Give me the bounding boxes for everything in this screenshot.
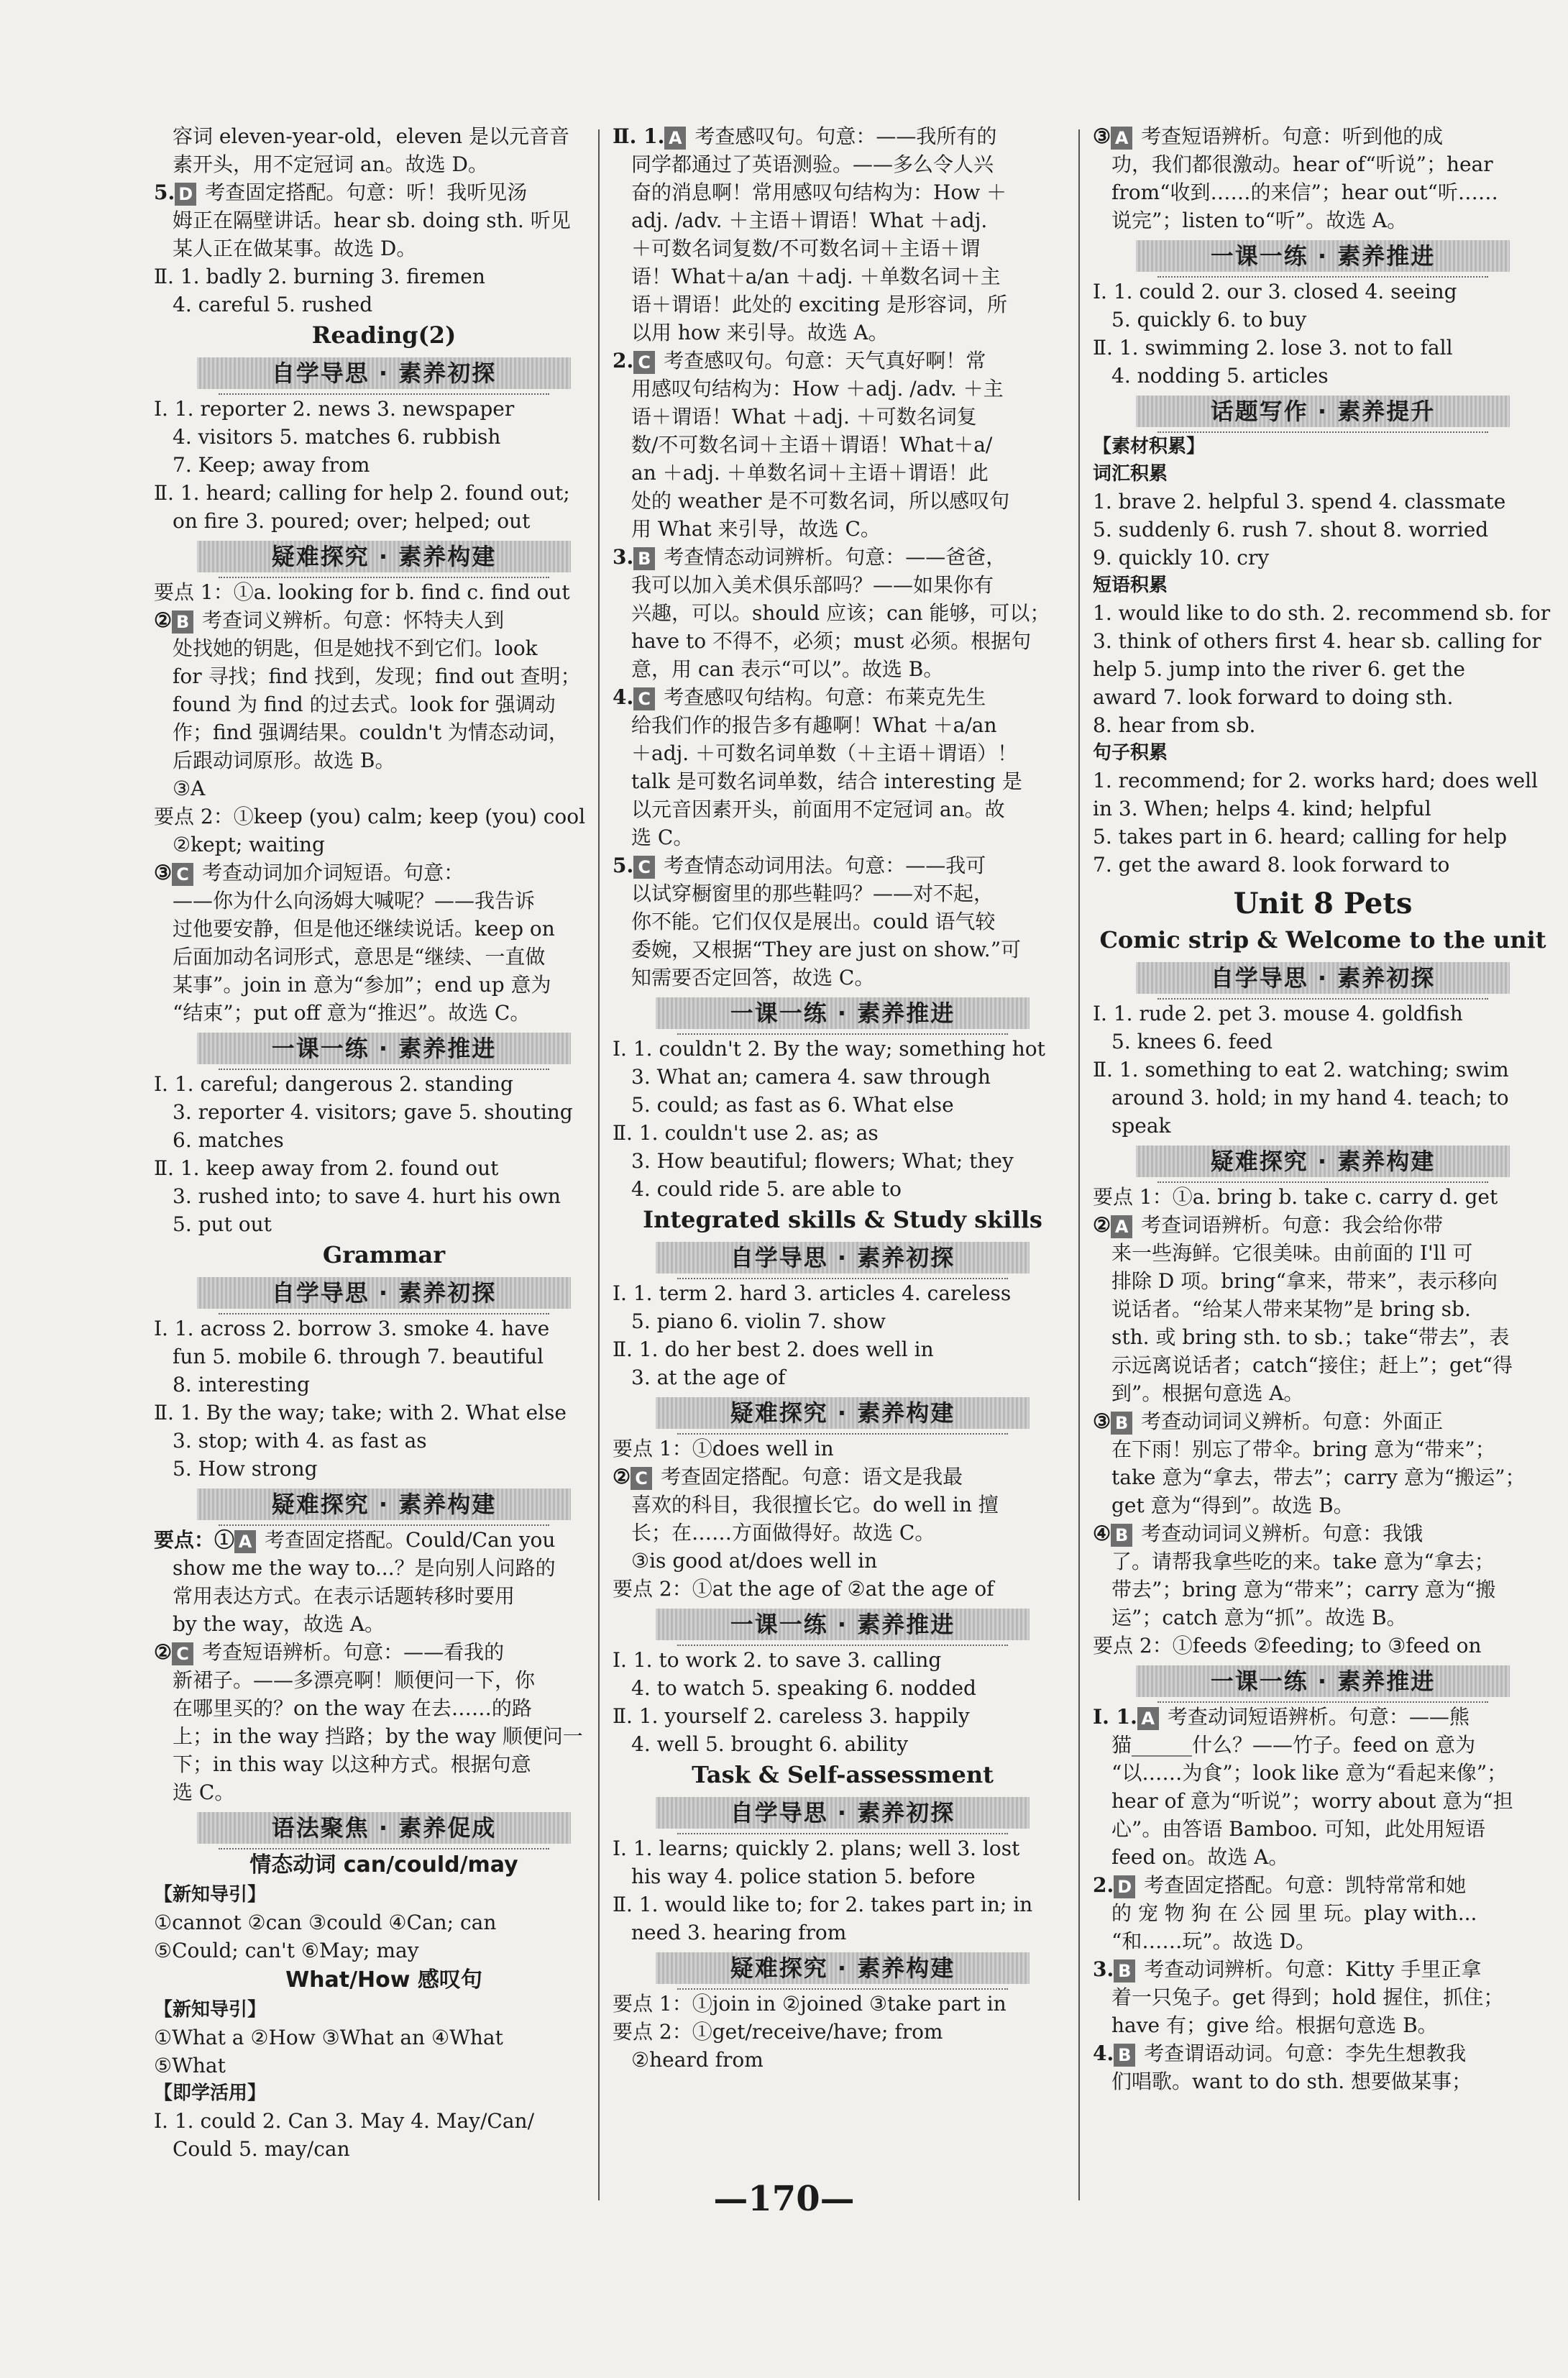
answer-line	[154, 1526, 614, 1554]
section-banner: 一课一练 · 素养推进	[1136, 1665, 1510, 1697]
text-line: 5. knees 6. feed	[1111, 1030, 1273, 1053]
text-line: Could 5. may/can	[173, 2137, 350, 2161]
answer-line	[1093, 1519, 1553, 1547]
text-line: 后面加动名词形式，意思是“继续、一直做	[173, 945, 546, 969]
text-line: 的 宠 物 狗 在 公 园 里 玩。play with...	[1111, 1901, 1477, 1925]
answer-text: 考查情态动词用法。句意：——我可	[664, 854, 986, 877]
answer-line	[154, 859, 614, 887]
answer-text: 考查固定搭配。句意：语文是我最	[661, 1465, 963, 1488]
answer-box: A	[1111, 1215, 1132, 1238]
text-line: Ⅱ. 1. yourself 2. careless 3. happily	[613, 1704, 970, 1728]
text-line: 上；in the way 挡路；by the way 顺便问一	[173, 1724, 583, 1748]
text-line: 5. How strong	[173, 1457, 318, 1481]
text-line: help 5. jump into the river 6. get the	[1093, 657, 1465, 681]
text-line: Ⅱ. 1. would like to; for 2. takes part in; in	[613, 1893, 1033, 1916]
text-line: 1. would like to do sth. 2. recommend sb. for	[1093, 601, 1551, 625]
text-line: 下；in this way 以这种方式。根据句意	[173, 1752, 531, 1776]
text-line: 兴趣，可以。should 应该；can 能够，可以；	[631, 601, 1050, 625]
answer-text: 考查固定搭配。Could/Can you	[265, 1528, 556, 1552]
text-line: ②kept; waiting	[173, 833, 325, 856]
text-line: 以用 how 来引导。故选 A。	[631, 321, 889, 344]
text-line: 后跟动词原形。故选 B。	[173, 749, 395, 772]
text-line: on fire 3. poured; over; helped; out	[173, 509, 531, 533]
answer-box: C	[633, 856, 655, 879]
text-line: 3. stop; with 4. as fast as	[173, 1429, 427, 1453]
section-banner: 疑难探究 · 素养构建	[197, 541, 571, 572]
text-line: 来一些海鲜。它很美味。由前面的 I'll 可	[1111, 1241, 1473, 1265]
text-line: Ⅱ. 1. do her best 2. does well in	[613, 1337, 934, 1361]
answer-box: A	[234, 1530, 256, 1553]
subheading: 句子积累	[1093, 742, 1168, 764]
text-line: 5. put out	[173, 1212, 272, 1236]
text-line: 猫______什么？——竹子。feed on 意为	[1111, 1733, 1476, 1757]
answer-number: 2.	[613, 349, 634, 372]
answer-number: 要点：①	[154, 1528, 235, 1552]
text-line: ＋可数名词复数/不可数名词＋主语＋谓	[631, 237, 981, 260]
text-line: 要点 1：①a. bring b. take c. carry d. get	[1093, 1185, 1498, 1209]
section-banner: 自学导思 · 素养初探	[1136, 962, 1510, 994]
answer-line	[613, 851, 1073, 879]
text-line: 7. get the award 8. look forward to	[1093, 853, 1450, 877]
text-line: 要点 2：①get/receive/have; from	[613, 2020, 943, 2044]
answer-text: 考查情态动词辨析。句意：——爸爸，	[664, 545, 1007, 569]
text-line: an ＋adj. ＋单数名词＋主语＋谓语！此	[631, 461, 989, 485]
text-line: fun 5. mobile 6. through 7. beautiful	[173, 1345, 544, 1368]
text-line: 3. rushed into; to save 4. hurt his own	[173, 1184, 561, 1208]
text-line: 到”。根据句意选 A。	[1111, 1381, 1304, 1405]
answer-line	[1093, 122, 1553, 150]
text-line: 喜欢的科目，我很擅长它。do well in 擅	[631, 1493, 999, 1517]
text-line: sth. 或 bring sth. to sb.；take“带去”，表	[1111, 1325, 1510, 1349]
text-line: 4. nodding 5. articles	[1111, 364, 1329, 388]
text-line: 常用表达方式。在表示话题转移时要用	[173, 1584, 515, 1608]
text-line: 作；find 强调结果。couldn't 为情态动词，	[173, 721, 569, 744]
text-line: 着一只兔子。get 得到；hold 握住，抓住；	[1111, 1985, 1504, 2009]
text-line: 说完”；listen to“听”。故选 A。	[1111, 209, 1408, 232]
text-line: 功，我们都很激动。hear of“听说”；hear	[1111, 152, 1493, 176]
text-line: 要点 1：①a. looking for b. find c. find out	[154, 580, 570, 604]
text-line: around 3. hold; in my hand 4. teach; to	[1111, 1086, 1509, 1110]
text-line: 知需要否定回答，故选 C。	[631, 966, 875, 989]
text-line: 长；在……方面做得好。故选 C。	[631, 1521, 935, 1545]
text-line: 4. visitors 5. matches 6. rubbish	[173, 425, 501, 449]
text-line: 在下雨！别忘了带伞。bring 意为“带来”；	[1111, 1437, 1495, 1461]
answer-line	[613, 347, 1073, 375]
text-line: take 意为“拿去，带去”；carry 意为“搬运”；	[1111, 1465, 1526, 1489]
subheading: 词汇积累	[1093, 463, 1168, 485]
answer-number: 4.	[613, 685, 634, 709]
text-line: 语＋谓语！此处的 exciting 是形容词，所	[631, 293, 1007, 316]
text-line: “和……玩”。故选 D。	[1111, 1929, 1316, 1953]
text-line: Ⅰ. 1. could 2. our 3. closed 4. seeing	[1093, 280, 1457, 303]
answer-line	[1093, 1871, 1553, 1899]
text-line: 姆正在隔壁讲话。hear sb. doing sth. 听见	[173, 209, 571, 232]
text-line: 用感叹句结构为：How ＋adj. /adv. ＋主	[631, 377, 1004, 401]
unit-subtitle: Comic strip & Welcome to the unit	[1099, 926, 1546, 954]
text-line: 9. quickly 10. cry	[1093, 546, 1270, 570]
text-line: 8. hear from sb.	[1093, 713, 1256, 737]
text-line: Ⅰ. 1. term 2. hard 3. articles 4. careless	[613, 1281, 1012, 1305]
text-line: 过他要安静，但是他还继续说话。keep on	[173, 917, 555, 941]
answer-box: C	[631, 1467, 652, 1490]
answer-line	[154, 178, 614, 206]
text-line: ③is good at/does well in	[631, 1549, 878, 1573]
text-line: 委婉，又根据“They are just on show.”可	[631, 938, 1022, 961]
answer-number: 3.	[1093, 1957, 1114, 1981]
text-line: ①cannot ②can ③could ④Can; can	[154, 1911, 497, 1934]
text-line: 某人正在做某事。故选 D。	[173, 237, 417, 260]
text-line: award 7. look forward to doing sth.	[1093, 685, 1454, 709]
text-line: in 3. When; helps 4. kind; helpful	[1093, 797, 1431, 820]
text-line: 选 C。	[173, 1780, 235, 1804]
answer-line	[613, 543, 1073, 571]
answer-number: ④	[1093, 1522, 1111, 1545]
answer-text: 考查感叹句。句意：天气真好啊！常	[664, 349, 986, 372]
text-line: 奋的消息啊！常用感叹句结构为：How ＋	[631, 180, 1007, 204]
section-banner: 话题写作 · 素养提升	[1136, 395, 1510, 427]
text-line: ⑤What	[154, 2054, 226, 2077]
grammar-title: 情态动词 can/could/may	[249, 1852, 518, 1878]
answer-box: C	[172, 863, 193, 886]
section-banner: 一课一练 · 素养推进	[656, 1609, 1030, 1640]
column-divider	[598, 129, 600, 2200]
subheading: 短语积累	[1093, 575, 1168, 596]
text-line: speak	[1111, 1114, 1171, 1138]
answer-box: B	[1114, 2044, 1135, 2067]
answer-text: 考查短语辨析。句意：听到他的成	[1141, 124, 1444, 148]
answer-line	[613, 683, 1073, 711]
subheading: 【即学活用】	[154, 2082, 267, 2104]
text-line: 语＋谓语！What ＋adj. ＋可数名词复	[631, 405, 977, 429]
text-line: 1. brave 2. helpful 3. spend 4. classmate	[1093, 490, 1506, 513]
answer-box: D	[1114, 1875, 1135, 1898]
text-line: 说话者。“给某人带来某物”是 bring sb.	[1111, 1297, 1471, 1321]
text-line: 1. recommend; for 2. works hard; does well	[1093, 769, 1539, 792]
grammar-title: What/How 感叹句	[285, 1967, 482, 1993]
answer-number: 3.	[613, 545, 634, 569]
section-title: Reading(2)	[311, 321, 457, 349]
text-line: Ⅰ. 1. reporter 2. news 3. newspaper	[154, 397, 515, 421]
text-line: ＋adj. ＋可数名词单数（＋主语＋谓语）！	[631, 741, 1018, 765]
text-line: 以元音因素开头，前面用不定冠词 an。故	[631, 797, 1005, 821]
answer-text: 考查短语辨析。句意：——看我的	[202, 1640, 505, 1664]
text-line: feed on。故选 A。	[1111, 1845, 1289, 1869]
subheading: 【新知导引】	[154, 1999, 267, 2021]
text-line: his way 4. police station 5. before	[631, 1865, 976, 1888]
text-line: 4. could ride 5. are able to	[631, 1177, 902, 1201]
text-line: 你不能。它们仅仅是展出。could 语气较	[631, 910, 996, 933]
answer-text: 考查固定搭配。句意：凯特常常和她	[1144, 1873, 1467, 1897]
text-line: 5. takes part in 6. heard; calling for help	[1093, 825, 1508, 849]
text-line: Ⅱ. 1. badly 2. burning 3. firemen	[154, 265, 485, 288]
text-line: 素开头，用不定冠词 an。故选 D。	[173, 152, 488, 176]
text-line: ②heard from	[631, 2048, 764, 2072]
section-title: Grammar	[322, 1241, 446, 1268]
answer-line	[613, 1463, 1073, 1491]
text-line: 运”；catch 意为“抓”。故选 B。	[1111, 1606, 1407, 1629]
text-line: Ⅰ. 1. rude 2. pet 3. mouse 4. goldfish	[1093, 1002, 1463, 1025]
answer-text: 考查词语辨析。句意：我会给你带	[1141, 1213, 1444, 1237]
text-line: 8. interesting	[173, 1373, 310, 1396]
answer-box: B	[633, 547, 655, 570]
text-line: Ⅱ. 1. something to eat 2. watching; swim	[1093, 1058, 1509, 1081]
answer-number: ②	[1093, 1213, 1111, 1237]
section-banner: 自学导思 · 素养初探	[197, 1277, 571, 1309]
text-line: 5. quickly 6. to buy	[1111, 308, 1307, 331]
answer-number: 4.	[1093, 2041, 1114, 2065]
section-title: Integrated skills & Study skills	[643, 1206, 1042, 1233]
text-line: 在哪里买的？on the way 在去……的路	[173, 1696, 532, 1720]
text-line: 处找她的钥匙，但是她找不到它们。look	[173, 636, 538, 660]
subheading: 【新知导引】	[154, 1884, 267, 1906]
section-banner: 自学导思 · 素养初探	[656, 1797, 1030, 1829]
text-line: 要点 1：①join in ②joined ③take part in	[613, 1992, 1007, 2016]
answer-number: 5.	[613, 854, 634, 877]
text-line: Ⅱ. 1. couldn't use 2. as; as	[613, 1121, 879, 1145]
text-line: from“收到……的来信”；hear out“听……	[1111, 180, 1498, 204]
answer-box: A	[1137, 1707, 1159, 1730]
answer-number: Ⅱ. 1.	[613, 124, 665, 148]
text-line: 心”。由答语 Bamboo. 可知，此处用短语	[1111, 1817, 1485, 1841]
answer-text: 考查动词短语辨析。句意：——熊	[1167, 1705, 1470, 1729]
answer-number: ③	[1093, 124, 1111, 148]
text-line: 要点 2：①keep (you) calm; keep (you) cool	[154, 805, 586, 828]
answer-number: Ⅰ. 1.	[1093, 1705, 1137, 1729]
text-line: 排除 D 项。bring“拿来，带来”，表示移向	[1111, 1269, 1498, 1293]
unit-title: Unit 8 Pets	[1233, 887, 1413, 920]
answer-number: ②	[613, 1465, 631, 1488]
answer-line	[154, 1638, 614, 1666]
answer-box: B	[1111, 1412, 1132, 1435]
text-line: need 3. hearing from	[631, 1921, 847, 1944]
text-line: 4. careful 5. rushed	[173, 293, 373, 316]
text-line: 3. What an; camera 4. saw through	[631, 1065, 991, 1089]
text-line: 了。请帮我拿些吃的来。take 意为“拿去；	[1111, 1550, 1495, 1573]
text-line: hear of 意为“听说”；worry about 意为“担	[1111, 1789, 1513, 1813]
text-line: 处的 weather 是不可数名词，所以感叹句	[631, 489, 1010, 513]
column-middle	[613, 122, 1073, 2208]
section-banner: 疑难探究 · 素养构建	[656, 1952, 1030, 1984]
answer-text: 考查谓语动词。句意：李先生想教我	[1144, 2041, 1467, 2065]
text-line: for 寻找；find 找到，发现；find out 查明；	[173, 664, 581, 688]
text-line: 要点 2：①at the age of ②at the age of	[613, 1577, 994, 1601]
answer-line	[613, 122, 1073, 150]
text-line: talk 是可数名词单数，结合 interesting 是	[631, 769, 1022, 793]
answer-text: 考查感叹句结构。句意：布莱克先生	[664, 685, 986, 709]
answer-box: B	[1114, 1959, 1135, 1983]
text-line: 4. to watch 5. speaking 6. nodded	[631, 1676, 976, 1700]
answer-box: C	[633, 351, 655, 374]
text-line: 以试穿橱窗里的那些鞋吗？——对不起，	[631, 882, 994, 905]
text-line: Ⅱ. 1. heard; calling for help 2. found out;	[154, 481, 570, 505]
text-line: 5. could; as fast as 6. What else	[631, 1093, 954, 1117]
text-line: “结束”；put off 意为“推迟”。故选 C。	[173, 1001, 531, 1025]
text-line: ③A	[173, 777, 206, 800]
answer-text: 考查词义辨析。句意：怀特夫人到	[202, 608, 505, 632]
text-line: ——你为什么向汤姆大喊呢？——我告诉	[173, 889, 536, 913]
text-line: show me the way to...？是向别人问路的	[173, 1556, 556, 1580]
text-line: Ⅱ. 1. swimming 2. lose 3. not to fall	[1093, 336, 1453, 360]
text-line: 们唱歌。want to do sth. 想要做某事；	[1111, 2070, 1472, 2093]
answer-box: D	[175, 183, 196, 206]
text-line: 7. Keep; away from	[173, 453, 370, 477]
answer-text: 考查动词词义辨析。句意：我饿	[1141, 1522, 1423, 1545]
text-line: 给我们作的报告多有趣啊！What ＋a/an	[631, 713, 997, 737]
answer-line	[1093, 1955, 1553, 1983]
text-line: 6. matches	[173, 1128, 284, 1152]
answer-box: B	[1111, 1524, 1132, 1547]
answer-box: C	[172, 1642, 193, 1665]
answer-number: ③	[1093, 1409, 1111, 1433]
answer-line	[154, 606, 614, 634]
answer-number: ③	[154, 861, 173, 884]
text-line: Ⅱ. 1. keep away from 2. found out	[154, 1156, 499, 1180]
answer-number: 5.	[154, 180, 175, 204]
text-line: 5. suddenly 6. rush 7. shout 8. worried	[1093, 518, 1489, 541]
text-line: Ⅰ. 1. couldn't 2. By the way; something hot	[613, 1037, 1045, 1061]
text-line: 选 C。	[631, 826, 694, 849]
text-line: adj. /adv. ＋主语＋谓语！What ＋adj.	[631, 209, 988, 232]
text-line: 某事”。join in 意为“参加”；end up 意为	[173, 973, 551, 997]
text-line: Ⅰ. 1. to work 2. to save 3. calling	[613, 1648, 942, 1672]
text-line: 同学都通过了英语测验。——多么令人兴	[631, 152, 994, 176]
answer-text: 考查感叹句。句意：——我所有的	[694, 124, 997, 148]
section-banner: 语法聚焦 · 素养促成	[197, 1812, 571, 1844]
text-line: Ⅱ. 1. By the way; take; with 2. What else	[154, 1401, 567, 1424]
text-line: Ⅰ. 1. careful; dangerous 2. standing	[154, 1072, 513, 1096]
section-banner: 疑难探究 · 素养构建	[656, 1397, 1030, 1429]
text-line: 意，用 can 表示“可以”。故选 B。	[631, 657, 944, 681]
section-banner: 一课一练 · 素养推进	[197, 1033, 571, 1064]
subheading: 【素材积累】	[1093, 436, 1206, 457]
answer-line	[1093, 1407, 1553, 1435]
answer-line	[1093, 2039, 1553, 2067]
answer-number: 2.	[1093, 1873, 1114, 1897]
text-line: 数/不可数名词＋主语＋谓语！What＋a/	[631, 433, 993, 457]
text-line: 3. reporter 4. visitors; gave 5. shouting	[173, 1100, 573, 1124]
section-banner: 疑难探究 · 素养构建	[197, 1488, 571, 1520]
answer-box: A	[1111, 127, 1132, 150]
text-line: 用 What 来引导，故选 C。	[631, 517, 881, 541]
answer-text: 考查动词加介词短语。句意：	[202, 861, 464, 884]
text-line: 要点 1：①does well in	[613, 1437, 834, 1460]
text-line: ⑤Could; can't ⑥May; may	[154, 1939, 419, 1962]
text-line: 5. piano 6. violin 7. show	[631, 1309, 886, 1333]
text-line: have 有；give 给。根据句意选 B。	[1111, 2013, 1438, 2037]
answer-text: 考查动词词义辨析。句意：外面正	[1141, 1409, 1444, 1433]
section-title: Task & Self-assessment	[692, 1761, 994, 1788]
section-banner: 一课一练 · 素养推进	[656, 997, 1030, 1029]
answer-line	[1093, 1211, 1553, 1239]
text-line: 3. think of others first 4. hear sb. calling for	[1093, 629, 1541, 653]
answer-box: B	[172, 610, 193, 634]
answer-box: A	[664, 127, 686, 150]
answer-text: 考查动词辨析。句意：Kitty 手里正拿	[1144, 1957, 1482, 1981]
text-line: 容词 eleven-year-old，eleven 是以元音音	[173, 124, 569, 148]
column-right	[1093, 122, 1553, 2208]
text-line: 语！What＋a/an ＋adj. ＋单数名词＋主	[631, 265, 1001, 288]
section-banner: 疑难探究 · 素养构建	[1136, 1145, 1510, 1177]
text-line: get 意为“得到”。故选 B。	[1111, 1494, 1354, 1517]
text-line: found 为 find 的过去式。look for 强调动	[173, 692, 556, 716]
section-banner: 一课一练 · 素养推进	[1136, 240, 1510, 272]
page-number: —170—	[713, 2179, 855, 2219]
text-line: Ⅰ. 1. across 2. borrow 3. smoke 4. have	[154, 1317, 550, 1340]
section-banner: 自学导思 · 素养初探	[656, 1242, 1030, 1273]
answer-line	[1093, 1703, 1553, 1731]
text-line: 带去”；bring 意为“带来”；carry 意为“搬	[1111, 1578, 1496, 1601]
text-line: 要点 2：①feeds ②feeding; to ③feed on	[1093, 1634, 1482, 1657]
text-line: Ⅰ. 1. learns; quickly 2. plans; well 3. lost	[613, 1837, 1020, 1860]
answer-number: ②	[154, 608, 173, 632]
answer-number: ②	[154, 1640, 173, 1664]
text-line: ①What a ②How ③What an ④What	[154, 2026, 503, 2049]
text-line: Ⅰ. 1. could 2. Can 3. May 4. May/Can/	[154, 2109, 535, 2133]
text-line: 3. How beautiful; flowers; What; they	[631, 1149, 1014, 1173]
section-banner: 自学导思 · 素养初探	[197, 357, 571, 389]
answer-box: C	[633, 687, 655, 710]
column-divider	[1078, 129, 1080, 2200]
text-line: by the way，故选 A。	[173, 1612, 385, 1636]
text-line: 示远离说话者；catch“接住；赶上”；get“得	[1111, 1353, 1513, 1377]
text-line: 3. at the age of	[631, 1366, 786, 1389]
text-line: 新裙子。——多漂亮啊！顺便问一下，你	[173, 1668, 536, 1692]
text-line: 我可以加入美术俱乐部吗？——如果你有	[631, 573, 994, 597]
column-left	[154, 122, 614, 2208]
text-line: 4. well 5. brought 6. ability	[631, 1732, 909, 1756]
text-line: have to 不得不，必须；must 必须。根据句	[631, 629, 1032, 653]
text-line: “以……为食”；look like 意为“看起来像”；	[1111, 1761, 1508, 1785]
answer-text: 考查固定搭配。句意：听！我听见汤	[205, 180, 528, 204]
